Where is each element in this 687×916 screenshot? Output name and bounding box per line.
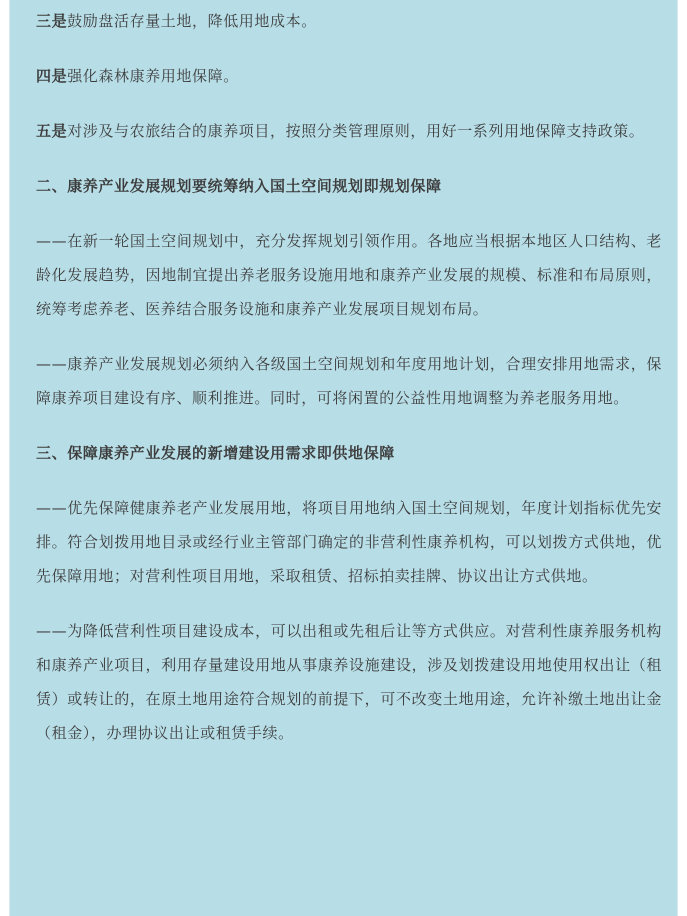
paragraph-measure-3 [36,4,662,38]
paragraph-text: 对涉及与农旅结合的康养项目，按照分类管理原则，用好一系列用地保障支持政策。 [67,122,645,140]
article-body [36,4,662,771]
paragraph-measure-5 [36,114,662,148]
content-panel [9,0,678,916]
paragraph-supply-2: ——为降低营利性项目建设成本，可以出租或先租后让等方式供应。对营利性康养服务机构和康养产业项目，利用存量建设用地从事康养设施建设，涉及划拨建设用地使用权出让（租赁）或转让的，在原土地用途符合规划的前提下，可不改变土地用途，允许补缴土地出让金（租金），办理协议出让或租赁手续。 [36,622,662,742]
paragraph-planning-2: ——康养产业发展规划必须纳入各级国土空间规划和年度用地计划，合理安排用地需求，保障康养项目建设有序、顺利推进。同时，可将闲置的公益性用地调整为养老服务用地。 [36,355,662,407]
paragraph-lead: 三是 [36,12,68,30]
paragraph-planning-1: ——在新一轮国土空间规划中，充分发挥规划引领作用。各地应当根据本地区人口结构、老龄化发展趋势，因地制宜提出养老服务设施用地和康养产业发展的规模、标准和布局原则，统筹考虑养老、医养结合服务设施和康养产业发展项目规划布局。 [36,232,662,318]
paragraph-lead: 五是 [36,122,68,140]
section-heading-2: 二、康养产业发展规划要统筹纳入国土空间规划即规划保障 [36,177,442,195]
paragraph-text: 强化森林康养用地保障。 [67,67,239,85]
paragraph-text: 鼓励盘活存量土地，降低用地成本。 [67,12,317,30]
paragraph-lead: 四是 [36,67,68,85]
section-heading-3: 三、保障康养产业发展的新增建设用需求即供地保障 [36,444,395,462]
paragraph-supply-1: ——优先保障健康养老产业发展用地，将项目用地纳入国土空间规划，年度计划指标优先安排。符合划拨用地目录或经行业主管部门确定的非营利性康养机构，可以划拨方式供地，优先保障用地；对营利性项目用地，采取租赁、招标拍卖挂牌、协议出让方式供地。 [36,499,662,585]
paragraph-measure-4 [36,59,662,93]
